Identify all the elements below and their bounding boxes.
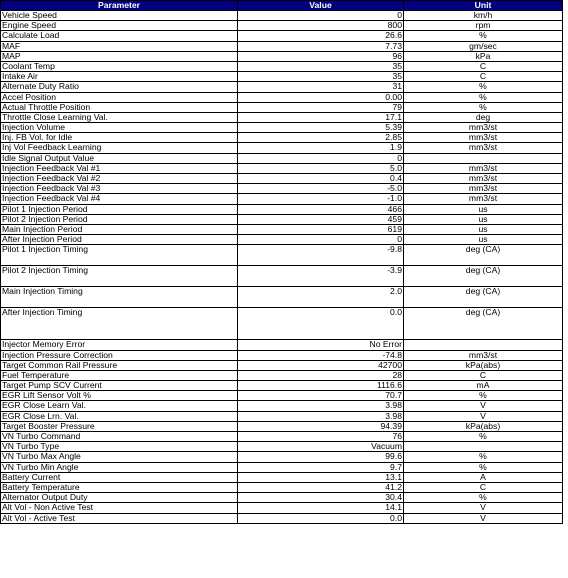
parameter-cell: Alt Vol - Non Active Test (1, 503, 238, 513)
value-cell: 79 (238, 102, 404, 112)
header-value[interactable]: Value (238, 1, 404, 11)
value-cell: 2.85 (238, 133, 404, 143)
unit-cell: deg (CA) (404, 308, 563, 340)
value-cell: 3.98 (238, 401, 404, 411)
parameter-cell: EGR Lift Sensor Volt % (1, 391, 238, 401)
unit-cell: % (404, 82, 563, 92)
parameter-cell: Fuel Temperature (1, 370, 238, 380)
value-cell: 1116.6 (238, 381, 404, 391)
unit-cell: mm3/st (404, 143, 563, 153)
parameter-cell: Alternate Duty Ratio (1, 82, 238, 92)
table-row (1, 72, 563, 82)
table-header-row (1, 1, 563, 11)
table-row (1, 503, 563, 513)
unit-cell (404, 442, 563, 452)
value-cell: 5.39 (238, 123, 404, 133)
unit-cell: us (404, 224, 563, 234)
value-cell: 0.00 (238, 92, 404, 102)
parameter-cell: Injection Feedback Val #2 (1, 174, 238, 184)
unit-cell: V (404, 503, 563, 513)
value-cell: 619 (238, 224, 404, 234)
unit-cell (404, 340, 563, 350)
unit-cell: us (404, 204, 563, 214)
parameter-cell: Calculate Load (1, 31, 238, 41)
table-row (1, 340, 563, 350)
parameter-cell: Accel Position (1, 92, 238, 102)
value-cell: 0.0 (238, 513, 404, 523)
header-parameter[interactable]: Parameter (1, 1, 238, 11)
unit-cell: % (404, 462, 563, 472)
unit-cell: C (404, 482, 563, 492)
table-row (1, 513, 563, 523)
parameter-cell: Battery Temperature (1, 482, 238, 492)
value-cell: 14.1 (238, 503, 404, 513)
parameter-cell: Injection Feedback Val #4 (1, 194, 238, 204)
value-cell: 2.0 (238, 287, 404, 308)
value-cell: 35 (238, 61, 404, 71)
table-row (1, 214, 563, 224)
table-row (1, 11, 563, 21)
unit-cell: mm3/st (404, 184, 563, 194)
parameter-cell: Injection Feedback Val #3 (1, 184, 238, 194)
unit-cell: % (404, 92, 563, 102)
table-row (1, 41, 563, 51)
value-cell: 0.4 (238, 174, 404, 184)
value-cell: 42700 (238, 360, 404, 370)
table-row (1, 482, 563, 492)
unit-cell: mm3/st (404, 123, 563, 133)
value-cell: 800 (238, 21, 404, 31)
unit-cell: % (404, 391, 563, 401)
table-row (1, 421, 563, 431)
unit-cell: kPa (404, 51, 563, 61)
parameter-cell: Injection Feedback Val #1 (1, 163, 238, 173)
table-row (1, 174, 563, 184)
value-cell: 0 (238, 11, 404, 21)
unit-cell: kPa(abs) (404, 360, 563, 370)
table-row (1, 432, 563, 442)
table-row (1, 92, 563, 102)
header-unit[interactable]: Unit (404, 1, 563, 11)
parameter-cell: Inj. FB Vol. for Idle (1, 133, 238, 143)
unit-cell: A (404, 472, 563, 482)
parameter-cell: MAF (1, 41, 238, 51)
value-cell: 7.73 (238, 41, 404, 51)
parameter-cell: VN Turbo Max Angle (1, 452, 238, 462)
unit-cell: V (404, 513, 563, 523)
parameter-cell: Idle Signal Output Value (1, 153, 238, 163)
parameter-cell: EGR Close Lrn. Val. (1, 411, 238, 421)
unit-cell: % (404, 102, 563, 112)
unit-cell: V (404, 401, 563, 411)
value-cell: 3.98 (238, 411, 404, 421)
value-cell: -3.9 (238, 266, 404, 287)
parameter-cell: VN Turbo Command (1, 432, 238, 442)
parameter-cell: Pilot 2 Injection Period (1, 214, 238, 224)
value-cell: 35 (238, 72, 404, 82)
parameter-cell: Injector Memory Error (1, 340, 238, 350)
value-cell: 1.9 (238, 143, 404, 153)
value-cell: 31 (238, 82, 404, 92)
value-cell: 0 (238, 153, 404, 163)
value-cell: -9.8 (238, 245, 404, 266)
value-cell: 5.0 (238, 163, 404, 173)
unit-cell: mm3/st (404, 174, 563, 184)
table-body (1, 11, 563, 524)
table-row (1, 184, 563, 194)
unit-cell: deg (CA) (404, 245, 563, 266)
table-row (1, 391, 563, 401)
value-cell: 96 (238, 51, 404, 61)
unit-cell: km/h (404, 11, 563, 21)
value-cell: -1.0 (238, 194, 404, 204)
parameter-cell: Actual Throttle Position (1, 102, 238, 112)
unit-cell: mA (404, 381, 563, 391)
unit-cell: V (404, 411, 563, 421)
unit-cell: deg (404, 112, 563, 122)
table-row (1, 143, 563, 153)
value-cell: 0.0 (238, 308, 404, 340)
unit-cell: % (404, 493, 563, 503)
table-row (1, 31, 563, 41)
table-row (1, 350, 563, 360)
value-cell: Vacuum (238, 442, 404, 452)
value-cell: 459 (238, 214, 404, 224)
unit-cell: deg (CA) (404, 287, 563, 308)
table-row (1, 266, 563, 287)
unit-cell: C (404, 370, 563, 380)
unit-cell: C (404, 72, 563, 82)
value-cell: -5.0 (238, 184, 404, 194)
table-row (1, 153, 563, 163)
parameter-cell: Pilot 2 Injection Timing (1, 266, 238, 287)
unit-cell: us (404, 214, 563, 224)
parameter-cell: After Injection Period (1, 235, 238, 245)
parameter-cell: Vehicle Speed (1, 11, 238, 21)
table-row (1, 224, 563, 234)
table-row (1, 452, 563, 462)
table-row (1, 381, 563, 391)
table-row (1, 194, 563, 204)
parameter-cell: EGR Close Learn Val. (1, 401, 238, 411)
value-cell: 13.1 (238, 472, 404, 482)
table-row (1, 360, 563, 370)
value-cell: 9.7 (238, 462, 404, 472)
table-row (1, 462, 563, 472)
table-row (1, 308, 563, 340)
table-row (1, 102, 563, 112)
parameter-cell: Battery Current (1, 472, 238, 482)
parameter-cell: VN Turbo Min Angle (1, 462, 238, 472)
table-row (1, 370, 563, 380)
value-cell: 28 (238, 370, 404, 380)
table-row (1, 133, 563, 143)
unit-cell (404, 153, 563, 163)
value-cell: 41.2 (238, 482, 404, 492)
value-cell: -74.8 (238, 350, 404, 360)
value-cell: No Error (238, 340, 404, 350)
unit-cell: deg (CA) (404, 266, 563, 287)
table-row (1, 245, 563, 266)
parameter-cell: Injection Pressure Correction (1, 350, 238, 360)
table-row (1, 21, 563, 31)
value-cell: 94.39 (238, 421, 404, 431)
unit-cell: gm/sec (404, 41, 563, 51)
value-cell: 99.6 (238, 452, 404, 462)
value-cell: 26.6 (238, 31, 404, 41)
parameter-cell: Throttle Close Learning Val. (1, 112, 238, 122)
unit-cell: mm3/st (404, 194, 563, 204)
table-row (1, 51, 563, 61)
parameter-cell: Alternator Output Duty (1, 493, 238, 503)
parameter-cell: Main Injection Timing (1, 287, 238, 308)
unit-cell: mm3/st (404, 350, 563, 360)
table-row (1, 287, 563, 308)
unit-cell: rpm (404, 21, 563, 31)
parameter-cell: Target Pump SCV Current (1, 381, 238, 391)
unit-cell: us (404, 235, 563, 245)
table-row (1, 61, 563, 71)
unit-cell: kPa(abs) (404, 421, 563, 431)
parameter-cell: Inj Vol Feedback Learning (1, 143, 238, 153)
parameter-cell: After Injection Timing (1, 308, 238, 340)
unit-cell: C (404, 61, 563, 71)
unit-cell: mm3/st (404, 163, 563, 173)
parameter-cell: Main Injection Period (1, 224, 238, 234)
parameter-cell: VN Turbo Type (1, 442, 238, 452)
unit-cell: % (404, 31, 563, 41)
parameter-cell: Target Common Rail Pressure (1, 360, 238, 370)
table-row (1, 204, 563, 214)
unit-cell: % (404, 452, 563, 462)
value-cell: 76 (238, 432, 404, 442)
parameter-cell: Alt Vol - Active Test (1, 513, 238, 523)
parameter-cell: Coolant Temp (1, 61, 238, 71)
parameter-cell: Injection Volume (1, 123, 238, 133)
unit-cell: mm3/st (404, 133, 563, 143)
table-row (1, 472, 563, 482)
parameter-cell: MAP (1, 51, 238, 61)
table-row (1, 442, 563, 452)
table-row (1, 235, 563, 245)
table-row (1, 163, 563, 173)
table-row (1, 112, 563, 122)
table-row (1, 411, 563, 421)
parameter-cell: Intake Air (1, 72, 238, 82)
parameter-cell: Pilot 1 Injection Timing (1, 245, 238, 266)
unit-cell: % (404, 432, 563, 442)
table-row (1, 401, 563, 411)
value-cell: 30.4 (238, 493, 404, 503)
parameter-cell: Target Booster Pressure (1, 421, 238, 431)
parameter-cell: Pilot 1 Injection Period (1, 204, 238, 214)
value-cell: 70.7 (238, 391, 404, 401)
value-cell: 0 (238, 235, 404, 245)
table-row (1, 82, 563, 92)
value-cell: 17.1 (238, 112, 404, 122)
parameter-cell: Engine Speed (1, 21, 238, 31)
value-cell: 466 (238, 204, 404, 214)
table-row (1, 123, 563, 133)
table-row (1, 493, 563, 503)
